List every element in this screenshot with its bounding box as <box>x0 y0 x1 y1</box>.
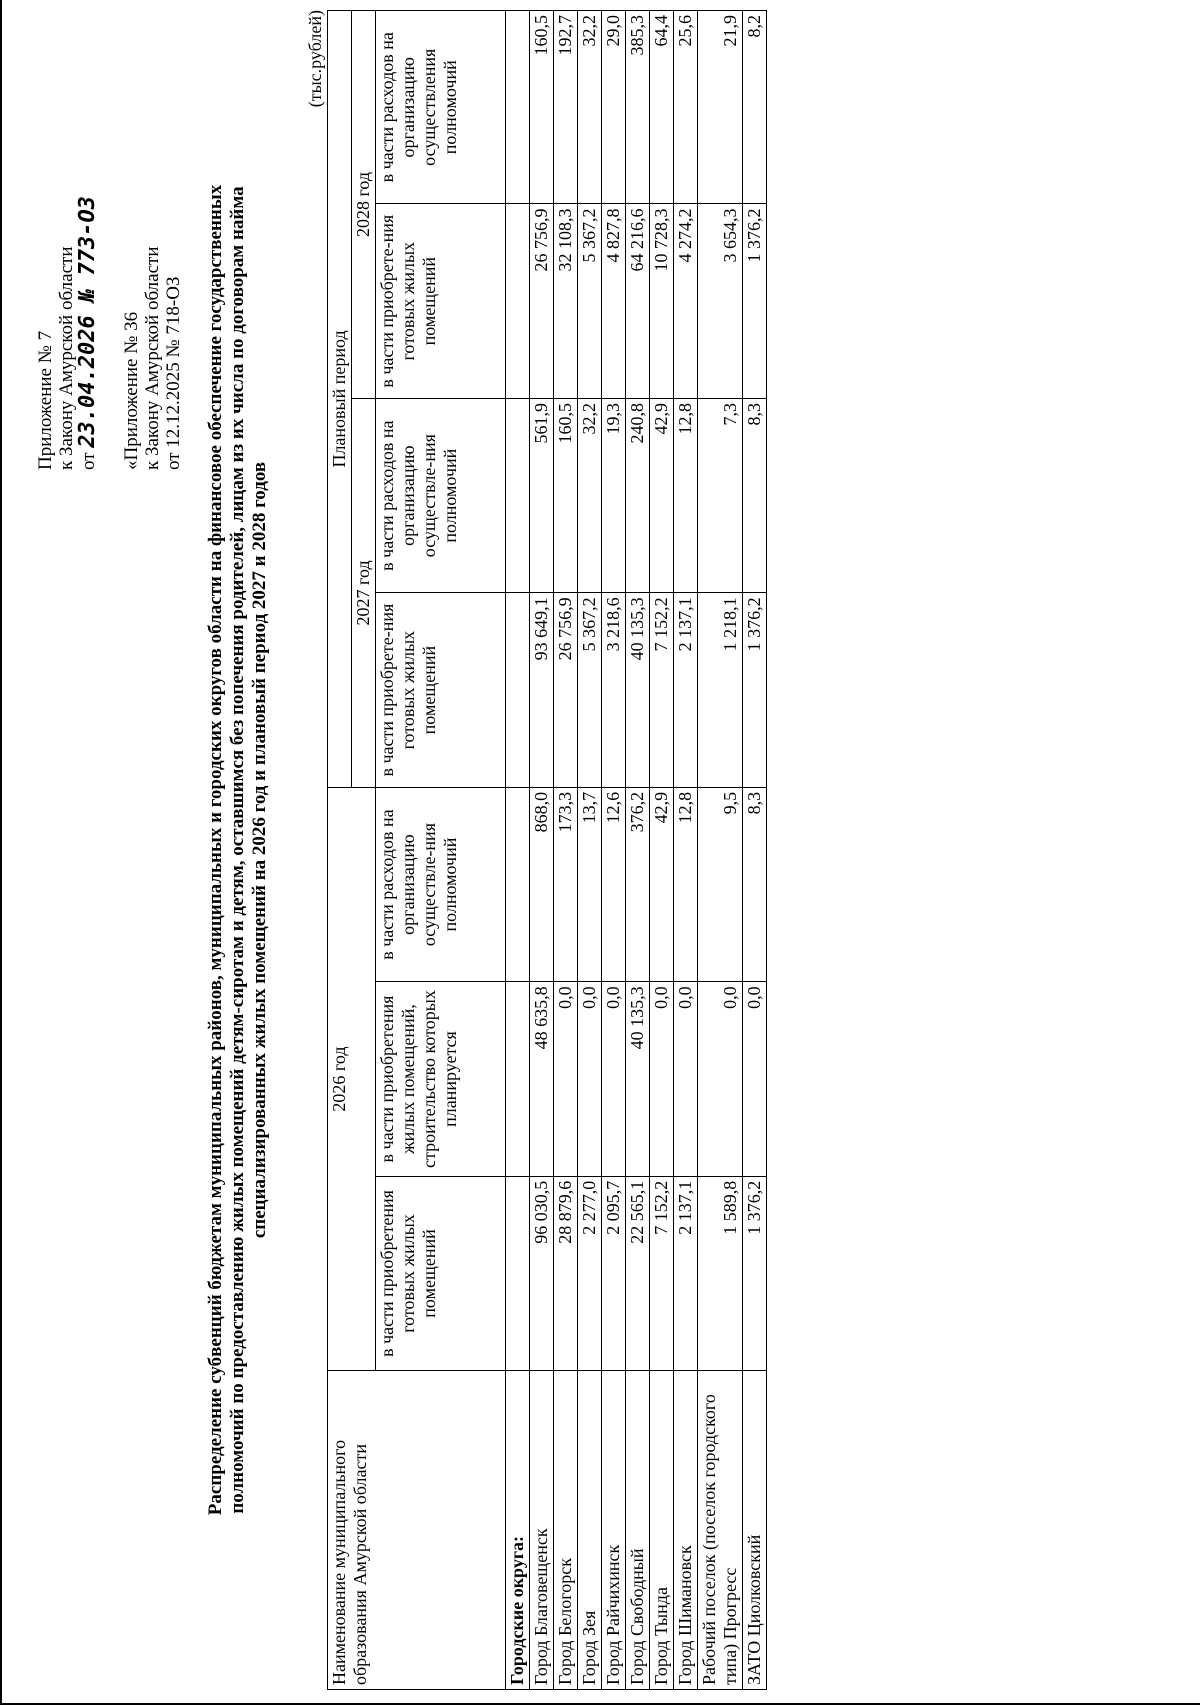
value-cell: 1 376,2 <box>743 1176 767 1370</box>
value-cell: 42,9 <box>650 787 674 981</box>
value-cell: 48 635,8 <box>530 982 554 1176</box>
old-appendix-number: «Приложение № 36 <box>121 311 142 470</box>
municipality-name-cell: Город Белогорск <box>554 1371 578 1690</box>
value-cell: 0,0 <box>554 982 578 1176</box>
value-cell: 40 135,3 <box>626 593 650 787</box>
table-row <box>743 11 767 1690</box>
value-cell: 32,2 <box>578 398 602 592</box>
value-cell: 173,3 <box>554 787 578 981</box>
appendix-law-ref: к Закону Амурской области <box>56 246 77 470</box>
appendix-header <box>35 196 184 470</box>
table-row <box>602 11 626 1690</box>
municipality-name-cell: Город Тында <box>650 1371 674 1690</box>
value-cell: 1 376,2 <box>743 204 767 398</box>
value-cell: 5 367,2 <box>578 593 602 787</box>
value-cell: 0,0 <box>743 982 767 1176</box>
value-cell: 4 827,8 <box>602 204 626 398</box>
value-cell: 0,0 <box>578 982 602 1176</box>
value-cell: 1 218,1 <box>698 593 743 787</box>
value-cell: 96 030,5 <box>530 1176 554 1370</box>
value-cell: 2 277,0 <box>578 1176 602 1370</box>
table-row <box>578 11 602 1690</box>
value-cell: 7,3 <box>698 398 743 592</box>
value-cell: 0,0 <box>674 982 698 1176</box>
value-cell: 29,0 <box>602 11 626 204</box>
value-cell: 28 879,6 <box>554 1176 578 1370</box>
header-2026-purchase-ready: в части приобретения готовых жилых помещений <box>376 1176 506 1370</box>
value-cell: 19,3 <box>602 398 626 592</box>
table-row <box>554 11 578 1690</box>
municipality-name-cell: Город Свободный <box>626 1371 650 1690</box>
value-cell: 0,0 <box>602 982 626 1176</box>
value-cell: 3 654,3 <box>698 204 743 398</box>
old-appendix-date: от 12.12.2025 № 718-ОЗ <box>163 276 184 470</box>
value-cell: 561,9 <box>530 398 554 592</box>
value-cell: 4 274,2 <box>674 204 698 398</box>
table-row <box>530 11 554 1690</box>
value-cell: 376,2 <box>626 787 650 981</box>
value-cell: 10 728,3 <box>650 204 674 398</box>
value-cell: 240,8 <box>626 398 650 592</box>
handwritten-date-number: 23.04.2026 № 773-ОЗ <box>75 196 100 448</box>
value-cell: 192,7 <box>554 11 578 204</box>
header-name: Наименование муниципального образования Амурской области <box>328 1371 506 1690</box>
value-cell: 64,4 <box>650 11 674 204</box>
value-cell: 1 589,8 <box>698 1176 743 1370</box>
header-planned-period: Плановый период <box>328 11 352 788</box>
header-2027: 2027 год <box>352 398 376 787</box>
header-2028: 2028 год <box>352 11 376 399</box>
header-2027-purchase-ready: в части приобрете-ния готовых жилых помещений <box>376 593 506 787</box>
value-cell: 40 135,3 <box>626 982 650 1176</box>
value-cell: 12,8 <box>674 398 698 592</box>
value-cell: 2 095,7 <box>602 1176 626 1370</box>
value-cell: 64 216,6 <box>626 204 650 398</box>
value-cell: 9,5 <box>698 787 743 981</box>
appendix-date-prefix: от <box>78 452 99 470</box>
municipality-name-cell: ЗАТО Циолковский <box>743 1371 767 1690</box>
value-cell: 160,5 <box>530 11 554 204</box>
table-row <box>674 11 698 1690</box>
value-cell: 1 376,2 <box>743 593 767 787</box>
value-cell: 0,0 <box>698 982 743 1176</box>
table-row <box>698 11 743 1690</box>
value-cell: 12,6 <box>602 787 626 981</box>
header-2028-admin-costs: в части расходов на организацию осуществления полномочий <box>376 11 506 204</box>
document-title: Распределение субвенций бюджетам муниципальных районов, муниципальных и городских округов области на финансовое обеспечение государственных полномочий по предоставлению жилых помещений детям-сиротам и детям, оставшимся без попечения родителей, лицам из их числа по договорам найма специализированных жилых помещений на 2026 год и плановый период 2027 и 2028 годов <box>205 184 270 1516</box>
value-cell: 160,5 <box>554 398 578 592</box>
value-cell: 7 152,2 <box>650 593 674 787</box>
scan-left-edge <box>0 0 2 1705</box>
municipality-name-cell: Город Шимановск <box>674 1371 698 1690</box>
appendix-date-line <box>77 196 99 470</box>
value-cell: 8,3 <box>743 398 767 592</box>
value-cell: 3 218,6 <box>602 593 626 787</box>
value-cell: 385,3 <box>626 11 650 204</box>
municipality-name-cell: Рабочий поселок (поселок городского типа) Прогресс <box>698 1371 743 1690</box>
municipality-name-cell: Город Благовещенск <box>530 1371 554 1690</box>
header-2027-admin-costs: в части расходов на организацию осуществле-ния полномочий <box>376 398 506 592</box>
value-cell: 8,2 <box>743 11 767 204</box>
value-cell: 2 137,1 <box>674 593 698 787</box>
value-cell: 13,7 <box>578 787 602 981</box>
value-cell: 21,9 <box>698 11 743 204</box>
units-label: (тыс.рублей) <box>305 10 325 108</box>
value-cell: 5 367,2 <box>578 204 602 398</box>
value-cell: 93 649,1 <box>530 593 554 787</box>
value-cell: 26 756,9 <box>554 593 578 787</box>
appendix-number: Приложение № 7 <box>35 330 56 470</box>
value-cell: 32 108,3 <box>554 204 578 398</box>
value-cell: 32,2 <box>578 11 602 204</box>
municipality-name-cell: Город Зея <box>578 1371 602 1690</box>
value-cell: 7 152,2 <box>650 1176 674 1370</box>
value-cell: 2 137,1 <box>674 1176 698 1370</box>
rotated-document-page <box>35 10 1045 1690</box>
header-2026: 2026 год <box>328 787 376 1370</box>
header-2028-purchase-ready: в части приобрете-ния готовых жилых помещений <box>376 204 506 398</box>
old-appendix-law-ref: к Закону Амурской области <box>142 246 163 470</box>
value-cell: 12,8 <box>674 787 698 981</box>
municipality-name-cell: Город Райчихинск <box>602 1371 626 1690</box>
subvention-table <box>327 10 767 1690</box>
value-cell: 26 756,9 <box>530 204 554 398</box>
table-row <box>626 11 650 1690</box>
section-label: Городские округа: <box>506 1371 530 1690</box>
value-cell: 8,3 <box>743 787 767 981</box>
section-row <box>506 11 530 1690</box>
header-2026-admin-costs: в части расходов на организацию осуществле-ния полномочий <box>376 787 506 981</box>
value-cell: 42,9 <box>650 398 674 592</box>
header-2026-purchase-construction: в части приобретения жилых помещений, строительство которых планируется <box>376 982 506 1176</box>
value-cell: 25,6 <box>674 11 698 204</box>
value-cell: 0,0 <box>650 982 674 1176</box>
value-cell: 22 565,1 <box>626 1176 650 1370</box>
value-cell: 868,0 <box>530 787 554 981</box>
table-row <box>650 11 674 1690</box>
